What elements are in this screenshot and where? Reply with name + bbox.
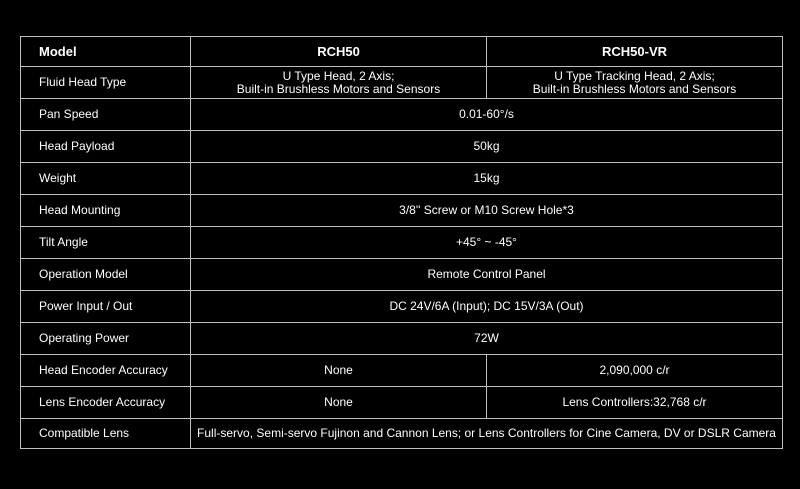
tilt-angle-value: +45° ~ -45° [191, 227, 783, 259]
table-row-head-mounting [21, 195, 783, 227]
row-label: Lens Encoder Accuracy [21, 387, 191, 419]
pan-speed-value: 0.01-60°/s [191, 99, 783, 131]
table-row-head-encoder [21, 355, 783, 387]
table-row-weight [21, 163, 783, 195]
table-row-lens-encoder [21, 387, 783, 419]
row-label: Head Mounting [21, 195, 191, 227]
head-payload-value: 50kg [191, 131, 783, 163]
table-header-row [21, 37, 783, 67]
table-row-operation-model [21, 259, 783, 291]
header-model-a: RCH50 [191, 37, 487, 67]
spec-table [20, 36, 783, 449]
table-row-tilt-angle [21, 227, 783, 259]
header-model-label: Model [21, 37, 191, 67]
compatible-lens-value: Full-servo, Semi-servo Fujinon and Cannon Lens; or Lens Controllers for Cine Camera, DV or DSLR Camera [191, 419, 783, 449]
value-line: Built-in Brushless Motors and Sensors [532, 81, 737, 96]
row-label: Operation Model [21, 259, 191, 291]
table-row-operating-power [21, 323, 783, 355]
value-line: U Type Head, 2 Axis; [282, 68, 395, 83]
header-model-b: RCH50-VR [487, 37, 783, 67]
row-label: Operating Power [21, 323, 191, 355]
weight-value: 15kg [191, 163, 783, 195]
table-row-head-payload [21, 131, 783, 163]
table-row-pan-speed [21, 99, 783, 131]
row-label: Weight [21, 163, 191, 195]
lens-encoder-value-b: Lens Controllers:32,768 c/r [487, 387, 783, 419]
operation-model-value: Remote Control Panel [191, 259, 783, 291]
table-row-power-io [21, 291, 783, 323]
row-label: Fluid Head Type [21, 67, 191, 99]
fluid-head-value-b [487, 67, 783, 99]
fluid-head-value-a [191, 67, 487, 99]
row-label: Head Encoder Accuracy [21, 355, 191, 387]
row-label: Power Input / Out [21, 291, 191, 323]
lens-encoder-value-a: None [191, 387, 487, 419]
head-encoder-value-b: 2,090,000 c/r [487, 355, 783, 387]
row-label: Pan Speed [21, 99, 191, 131]
row-label: Tilt Angle [21, 227, 191, 259]
value-line: U Type Tracking Head, 2 Axis; [554, 68, 715, 83]
table-row-fluid-head [21, 67, 783, 99]
power-io-value: DC 24V/6A (Input); DC 15V/3A (Out) [191, 291, 783, 323]
head-encoder-value-a: None [191, 355, 487, 387]
table-row-compatible-lens [21, 419, 783, 449]
value-line: Built-in Brushless Motors and Sensors [236, 81, 441, 96]
head-mounting-value: 3/8'' Screw or M10 Screw Hole*3 [191, 195, 783, 227]
row-label: Compatible Lens [21, 419, 191, 449]
operating-power-value: 72W [191, 323, 783, 355]
row-label: Head Payload [21, 131, 191, 163]
